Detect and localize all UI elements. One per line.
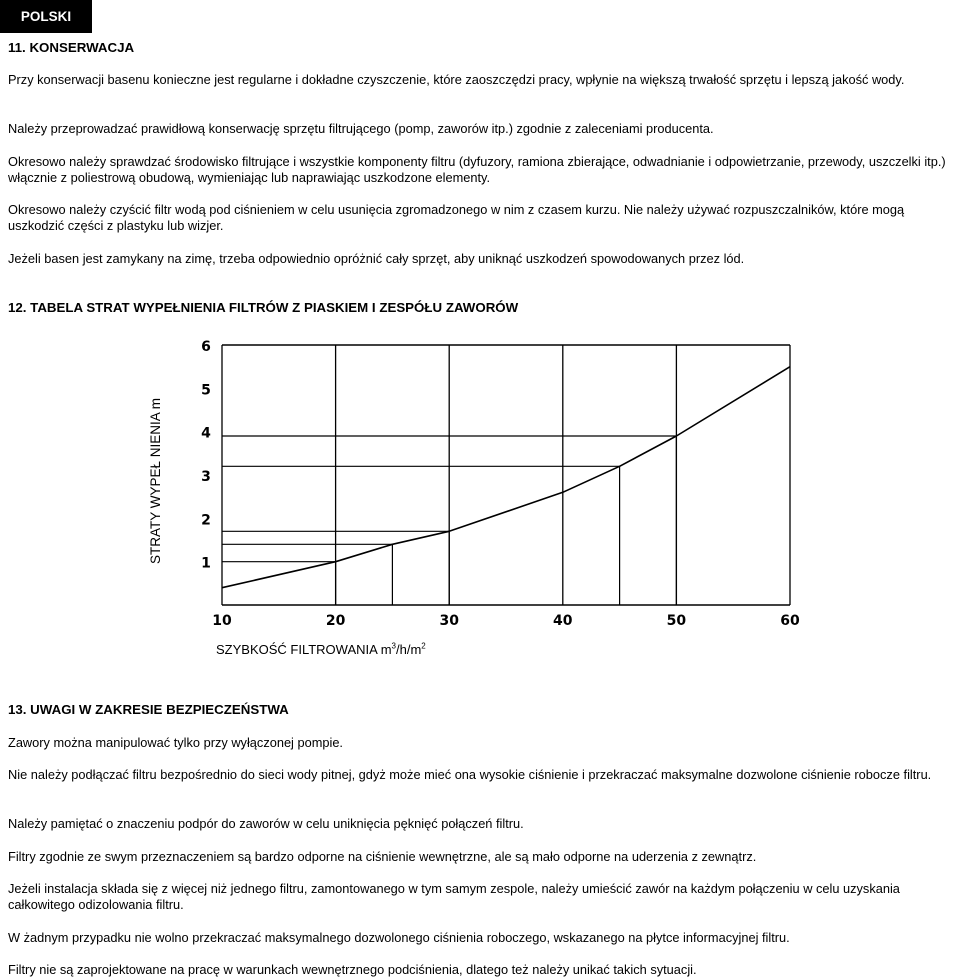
section-13-title: 13. UWAGI W ZAKRESIE BEZPIECZEŃSTWA — [8, 702, 289, 717]
x-tick-label: 30 — [439, 613, 459, 629]
section-13-paragraph-3: Należy pamiętać o znaczeniu podpór do zaworów w celu uniknięcia pęknięć połączeń filtru. — [8, 816, 524, 831]
x-tick-label: 10 — [212, 613, 232, 629]
y-tick-label: 6 — [201, 339, 211, 355]
section-11-paragraph-2: Należy przeprowadzać prawidłową konserwację sprzętu filtrującego (pomp, zaworów itp.) zgodnie z zaleceniami producenta. — [8, 121, 714, 136]
y-tick-label: 3 — [201, 469, 211, 485]
section-12-title: 12. TABELA STRAT WYPEŁNIENIA FILTRÓW Z PIASKIEM I ZESPÓŁU ZAWORÓW — [8, 300, 519, 315]
x-tick-label: 60 — [780, 613, 800, 629]
x-axis-label-text: SZYBKOŚĆ FILTROWANIA m — [216, 642, 392, 657]
chart-x-axis-label — [216, 642, 426, 657]
pressure-loss-chart — [140, 325, 820, 665]
x-axis-label-sup-2: 2 — [421, 641, 426, 651]
section-13-paragraph-4: Filtry zgodnie ze swym przeznaczeniem są bardzo odporne na ciśnienie wewnętrzne, ale są mało odporne na uderzenia z zewnątrz. — [8, 849, 757, 864]
y-tick-label: 5 — [201, 382, 211, 399]
section-11-paragraph-5: Jeżeli basen jest zamykany na zimę, trzeba odpowiednio opróżnić cały sprzęt, aby uniknąć uszkodzeń spowodowanych przez lód. — [8, 251, 745, 266]
section-11-paragraph-1: Przy konserwacji basenu konieczne jest regularne i dokładne czyszczenie, które zaoszczędzi pracy, wpłynie na większą trwałość sprzętu i lepszą jakość wody. — [8, 72, 905, 87]
language-badge: POLSKI — [0, 0, 92, 33]
section-11-paragraph-4: Okresowo należy czyścić filtr wodą pod ciśnieniem w celu usunięcia zgromadzonego w nim z czasem kurzu. Nie należy używać rozpuszczalników, które mogą uszkodzić części z plastyku lub wizjer. — [8, 202, 905, 234]
series-line — [222, 367, 790, 588]
section-13-paragraph-2: Nie należy podłączać filtru bezpośrednio do sieci wody pitnej, gdyż może mieć ona wysokie ciśnienie i przekraczać maksymalne dozwolone ciśnienie robocze filtru. — [8, 767, 932, 782]
section-13-paragraph-1: Zawory można manipulować tylko przy wyłączonej pompie. — [8, 735, 343, 750]
x-tick-label: 50 — [666, 613, 687, 629]
y-tick-label: 2 — [201, 512, 211, 529]
y-tick-label: 1 — [201, 555, 211, 572]
y-axis-label: STRATY WYPEŁ NIENIA m — [148, 397, 163, 565]
section-11-paragraph-3: Okresowo należy sprawdzać środowisko filtrujące i wszystkie komponenty filtru (dyfuzory, ramiona zbierające, odwadnianie i odpowietrzanie, przewody, uszczelki itp.) włącznie z poliestrową obudową, wymieniając lub naprawiając uszkodzone elementy. — [8, 154, 946, 186]
y-tick-label: 4 — [201, 425, 211, 442]
section-13-paragraph-6: W żadnym przypadku nie wolno przekraczać maksymalnego dozwolonego ciśnienia roboczego, wskazanego na płytce informacyjnej filtru. — [8, 930, 790, 945]
x-axis-label-unit: /h/m — [395, 642, 422, 657]
chart-svg — [140, 325, 820, 665]
x-axis-label-sup-1: 3 — [391, 641, 396, 651]
section-11-title: 11. KONSERWACJA — [8, 40, 135, 55]
section-13-paragraph-7: Filtry nie są zaprojektowane na pracę w warunkach wewnętrznego podciśnienia, dlatego też należy unikać takich sytuacji. — [8, 962, 697, 977]
x-tick-label: 20 — [325, 613, 346, 629]
section-13-paragraph-5: Jeżeli instalacja składa się z więcej niż jednego filtru, zamontowanego w tym samym zespole, należy umieścić zawór na każdym połączeniu w celu uzyskania całkowitego odizolowania filtru. — [8, 881, 900, 913]
x-tick-label: 40 — [553, 613, 573, 629]
